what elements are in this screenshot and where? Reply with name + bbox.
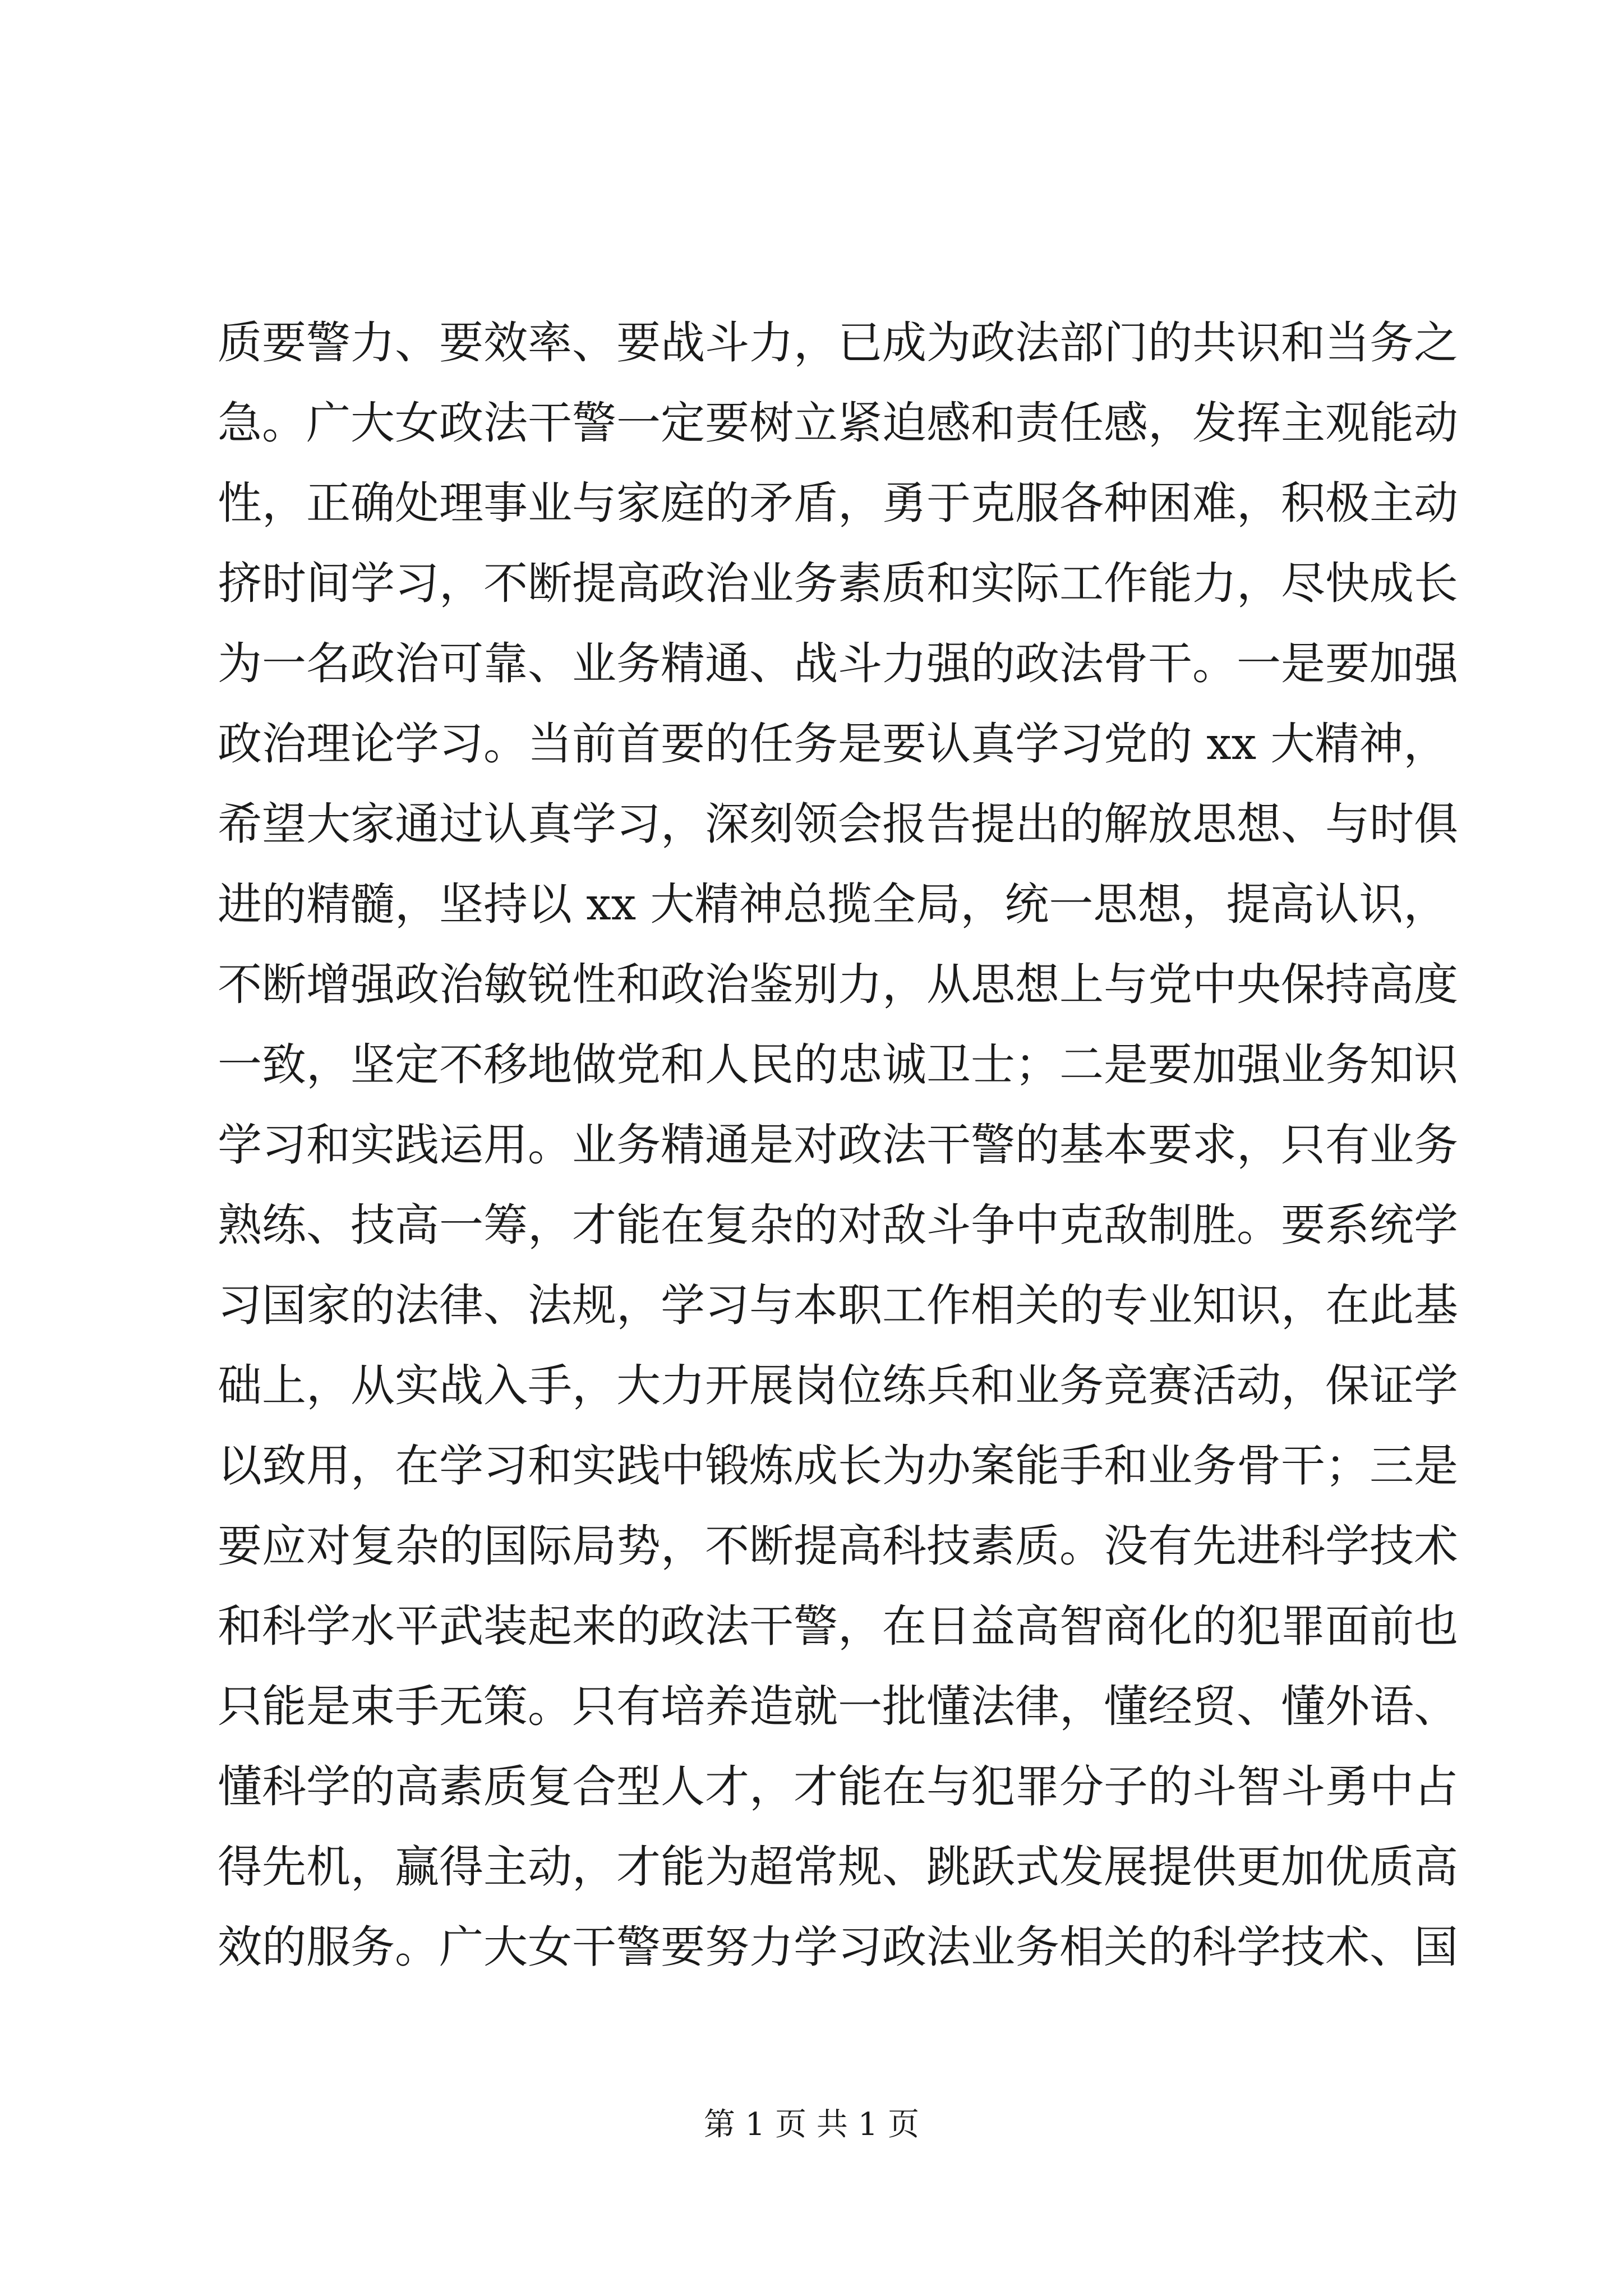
text-line: 得先机，赢得主动，才能为超常规、跳跃式发展提供更加优质高 xyxy=(218,1841,1458,1893)
text-line: 以致用，在学习和实践中锻炼成长为办案能手和业务骨干；三是 xyxy=(218,1440,1458,1492)
text-line: 熟练、技高一筹，才能在复杂的对敌斗争中克敌制胜。要系统学 xyxy=(218,1199,1458,1251)
body-paragraph xyxy=(218,303,1458,1987)
text-line: 习国家的法律、法规，学习与本职工作相关的专业知识，在此基 xyxy=(218,1280,1458,1331)
text-line: 懂科学的高素质复合型人才，才能在与犯罪分子的斗智斗勇中占 xyxy=(218,1761,1458,1812)
text-line: 急。广大女政法干警一定要树立紧迫感和责任感，发挥主观能动 xyxy=(218,397,1458,449)
text-line: 进的精髓，坚持以 xx 大精神总揽全局，统一思想，提高认识， xyxy=(218,878,1448,930)
text-line: 不断增强政治敏锐性和政治鉴别力，从思想上与党中央保持高度 xyxy=(218,959,1458,1010)
text-line: 挤时间学习，不断提高政治业务素质和实际工作能力，尽快成长 xyxy=(218,558,1458,609)
text-line: 学习和实践运用。业务精通是对政法干警的基本要求，只有业务 xyxy=(218,1119,1458,1171)
text-line: 一致，坚定不移地做党和人民的忠诚卫士；二是要加强业务知识 xyxy=(218,1039,1458,1091)
page-footer: 第 1 页 共 1 页 xyxy=(703,2106,920,2143)
text-line: 政治理论学习。当前首要的任务是要认真学习党的 xx 大精神， xyxy=(218,718,1448,770)
text-line: 性，正确处理事业与家庭的矛盾，勇于克服各种困难，积极主动 xyxy=(218,477,1458,529)
text-line: 只能是束手无策。只有培养造就一批懂法律，懂经贸、懂外语、 xyxy=(218,1681,1458,1732)
text-line: 和科学水平武装起来的政法干警，在日益高智商化的犯罪面前也 xyxy=(218,1600,1458,1652)
text-line: 要应对复杂的国际局势，不断提高科技素质。没有先进科学技术 xyxy=(218,1520,1458,1572)
text-line: 希望大家通过认真学习，深刻领会报告提出的解放思想、与时俱 xyxy=(218,798,1458,850)
text-line: 效的服务。广大女干警要努力学习政法业务相关的科学技术、国 xyxy=(218,1921,1458,1973)
text-line: 础上，从实战入手，大力开展岗位练兵和业务竞赛活动，保证学 xyxy=(218,1360,1458,1411)
text-line: 质要警力、要效率、要战斗力，已成为政法部门的共识和当务之 xyxy=(218,317,1458,369)
text-line: 为一名政治可靠、业务精通、战斗力强的政法骨干。一是要加强 xyxy=(218,638,1458,689)
